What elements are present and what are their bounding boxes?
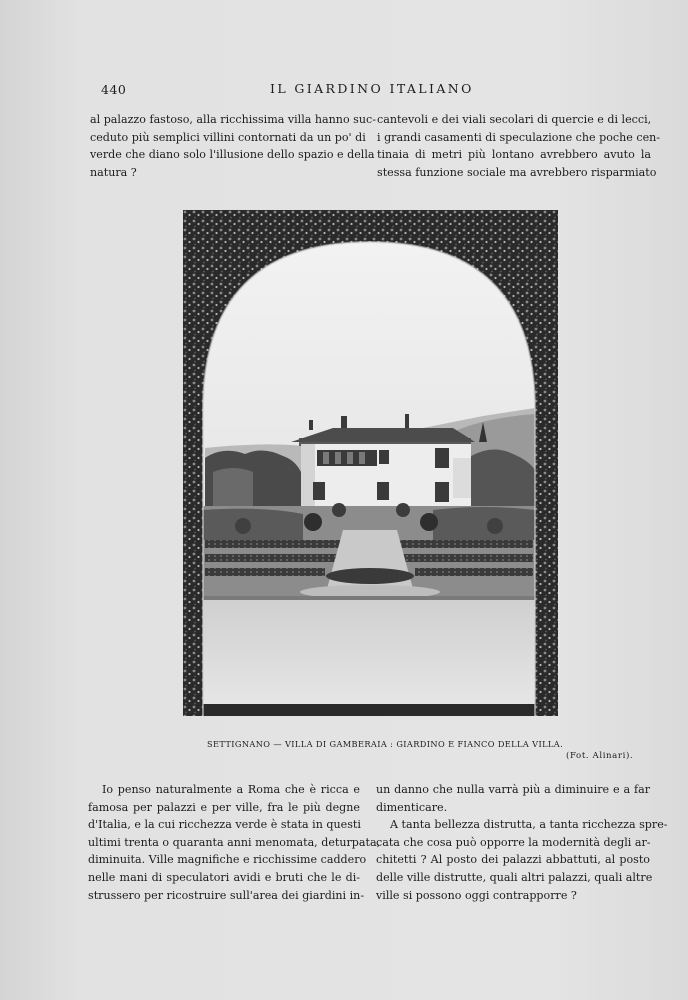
text-line: ville si possono oggi contrapporre ? [376, 888, 577, 902]
text-line: ceduto più semplici villini contornati da un po' di [90, 130, 366, 144]
text-line: delle ville distrutte, quali altri palazzi, quali altre [376, 870, 653, 884]
text-line: al palazzo fastoso, alla ricchissima villa hanno suc- [90, 113, 376, 126]
photo-credit: (Fot. Alinari). [566, 751, 634, 761]
bottom-right-column [376, 781, 668, 904]
text-line: A tanta bellezza distrutta, a tanta ricchezza spre- [390, 818, 668, 832]
text-line: famosa per palazzi e per ville, fra le più degne [88, 800, 360, 814]
text-line: nelle mani di speculatori avidi e bruti che le di- [88, 870, 360, 884]
text-line: chitetti ? Al posto dei palazzi abbattuti, al posto [376, 853, 650, 867]
text-line: diminuita. Ville magnifiche e ricchissime caddero [88, 853, 367, 867]
text-line: verde che diano solo l'illusione dello spazio e della [90, 148, 375, 162]
top-left-column [90, 111, 376, 181]
top-right-column [377, 111, 661, 181]
text-line: dimenticare. [376, 800, 448, 814]
page-number: 440 [101, 82, 127, 97]
text-line: Io penso naturalmente a Roma che è ricca e [102, 783, 360, 796]
running-title: IL GIARDINO ITALIANO [270, 81, 474, 96]
bottom-left-column [88, 781, 381, 904]
text-line: d'Italia, e la cui ricchezza verde è stata in questi [88, 818, 361, 832]
text-line: ultimi trenta o quaranta anni menomata, deturpata, [88, 835, 381, 849]
text-line: stessa funzione sociale ma avrebbero risparmiato [377, 165, 657, 179]
text-line: i grandi casamenti di speculazione che poche cen- [377, 130, 661, 144]
garden-pool [203, 598, 535, 706]
text-line: strussero per ricostruire sull'area dei giardini in- [88, 888, 365, 902]
text-line: un danno che nulla varrà più a diminuire e a far [376, 783, 650, 796]
text-line: cata che cosa può opporre la modernità degli ar- [376, 835, 651, 849]
garden-photograph [183, 210, 558, 716]
text-line: natura ? [90, 165, 137, 179]
figure-caption: SETTIGNANO — VILLA DI GAMBERAIA : GIARDINO E FIANCO DELLA VILLA. [207, 739, 564, 749]
text-line: cantevoli e dei viali secolari di quercie e di lecci, [377, 113, 652, 126]
text-line: tinaia di metri più lontano avrebbero avuto la [377, 148, 651, 162]
